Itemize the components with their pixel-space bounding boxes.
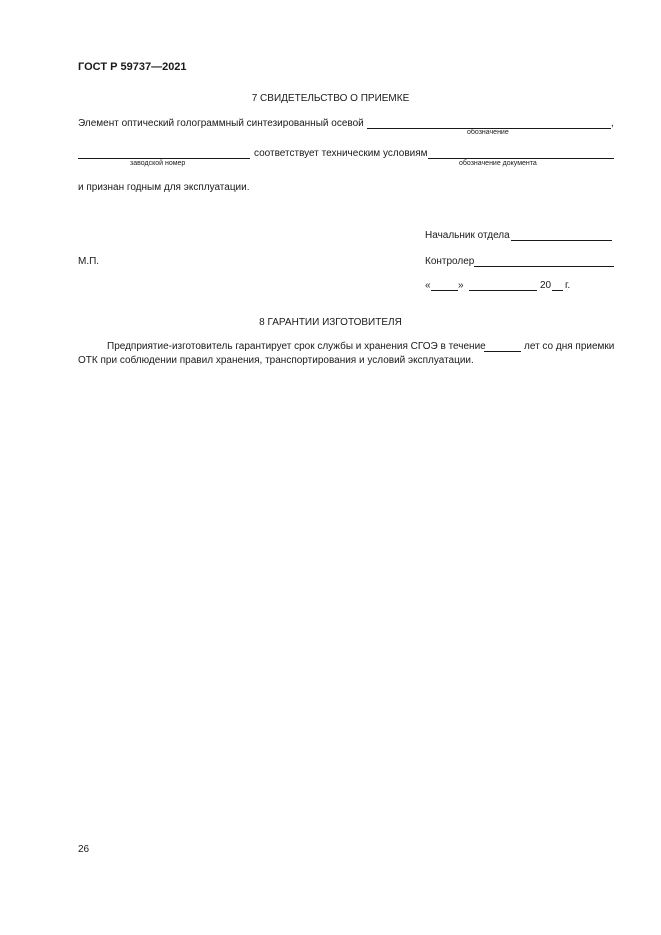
document-code: ГОСТ Р 59737—2021 bbox=[78, 61, 187, 73]
warranty-paragraph-line-1-end: лет со дня приемки bbox=[524, 341, 615, 352]
warranty-period-line bbox=[484, 351, 521, 352]
date-month-line bbox=[469, 290, 537, 291]
date-open-quote: « bbox=[425, 280, 431, 291]
stamp-label: М.П. bbox=[78, 256, 100, 267]
date-day-line bbox=[431, 290, 458, 291]
element-text: Элемент оптический голограммный синтезированный осевой bbox=[78, 118, 364, 129]
fit-for-use-text: и признан годным для эксплуатации. bbox=[78, 182, 250, 193]
serial-number-caption: заводской номер bbox=[130, 160, 186, 167]
designation-caption: обозначение bbox=[467, 129, 509, 136]
conforms-text: соответствует техническим условиям bbox=[254, 148, 428, 159]
warranty-paragraph-line-2: ОТК при соблюдении правил хранения, транспортирования и условий эксплуатации. bbox=[78, 355, 474, 366]
date-year-line bbox=[552, 290, 563, 291]
serial-number-line bbox=[78, 158, 250, 159]
head-of-department-signature-line bbox=[511, 240, 612, 241]
controller-label: Контролер bbox=[425, 256, 475, 267]
date-close-quote: » bbox=[458, 280, 464, 291]
trailing-comma: , bbox=[611, 118, 614, 129]
section-7-title: 7 СВИДЕТЕЛЬСТВО О ПРИЕМКЕ bbox=[251, 93, 410, 104]
section-8-title: 8 ГАРАНТИИ ИЗГОТОВИТЕЛЯ bbox=[259, 317, 402, 328]
controller-signature-line bbox=[474, 266, 614, 267]
year-suffix: г. bbox=[565, 280, 571, 291]
head-of-department-label: Начальник отдела bbox=[425, 230, 510, 241]
warranty-paragraph-line-1-start: Предприятие-изготовитель гарантирует срок службы и хранения СГОЭ в течение bbox=[107, 341, 486, 352]
document-designation-line bbox=[428, 158, 614, 159]
year-prefix: 20 bbox=[540, 280, 552, 291]
document-designation-caption: обозначение документа bbox=[459, 160, 537, 167]
page-number: 26 bbox=[78, 844, 90, 855]
